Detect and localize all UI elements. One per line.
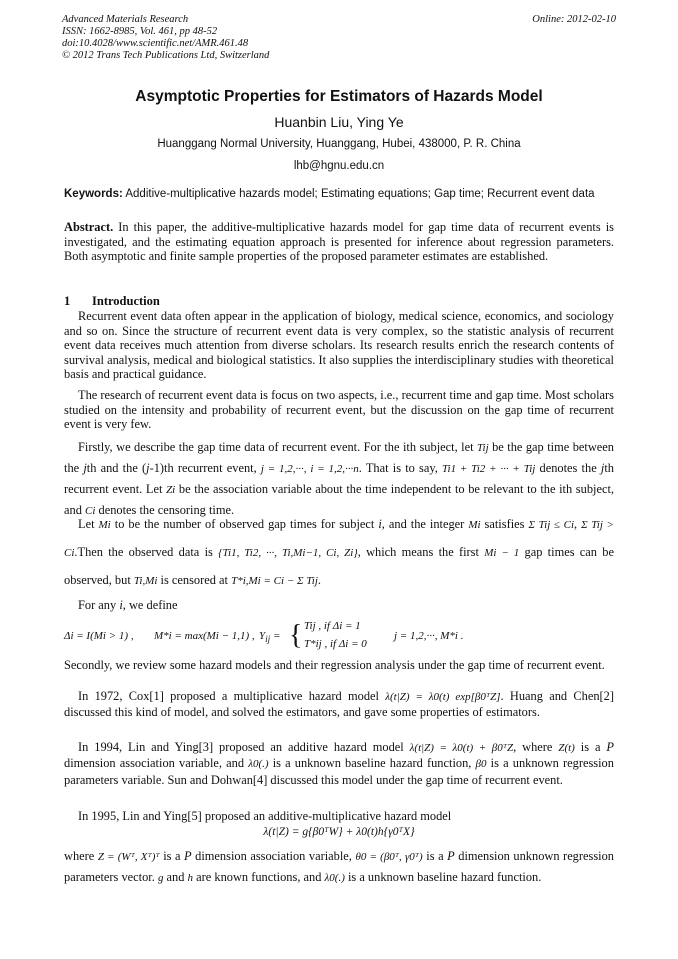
math-observed: {Ti1, Ti2, ···, Ti,Mi−1, Ci, Zi} [218, 547, 358, 559]
p3-text-d: -1)th recurrent event, [149, 461, 257, 475]
paragraph-4: Let Mi to be the number of observed gap times for subject i, and the integer Mi satisfies Σ Tij ≤ Ci, Σ Tij > Ci.Then the observed data is {Ti1, Ti2, ···, Ti,Mi−1, Ci, Zi}, which means the first Mi − 1 gap times can be observed, but Ti,Mi is censored at T*i,Mi = Ci − Σ Tij. [64, 517, 614, 587]
math-h: h [187, 872, 194, 884]
section-title: Introduction [92, 294, 160, 308]
author-email: lhb@hgnu.edu.cn [293, 160, 385, 172]
doi-line: doi:10.4028/www.scientific.net/AMR.461.48 [62, 38, 249, 49]
paragraph-1: Recurrent event data often appear in the application of biology, medical science, economics, and sociology and so on. Since the structure of recurrent event data is very complex, so the statistic analysis of recurrent event data receives much attention from diverse scholars. Its research results enrich the research contents of survival analysis, medical and biological statistics. It also supplies the interdisciplinary studies with theoretical basis and practical guidance. [64, 309, 614, 382]
p4-text-f: , which means the first [357, 545, 479, 559]
section-heading [64, 294, 160, 309]
p8-text-d: dimension association variable, and [64, 756, 245, 771]
math-m-minus: Mi − 1 [484, 547, 520, 559]
p3-text-f: denotes the [539, 461, 597, 475]
math-lambda0: λ0(.) [248, 758, 269, 771]
paragraph-3 [64, 437, 614, 521]
italic-j-3: j [600, 461, 605, 475]
p10-text-f: and [166, 870, 185, 884]
p8-text-a: In 1994, Lin and Ying[3] proposed an additive hazard model [78, 740, 404, 754]
p10-text-h: is a unknown baseline hazard function. [347, 870, 542, 884]
p8-text-f: is a unknown regression parameters variable. Sun and Dohwan[4] discussed this model under the gap time of recurrent event. [64, 756, 614, 787]
math-theta: θ0 = (β0ᵀ, γ0ᵀ) [355, 851, 423, 863]
p5-text: For any [78, 598, 117, 612]
math-zi: Zi [166, 484, 176, 496]
math-lambda0-2: λ0(.) [324, 872, 345, 884]
p10-text-d: is a [426, 849, 444, 863]
italic-p-2: P [184, 849, 192, 863]
eq-delta: Δi = I(Mi > 1) , [64, 630, 134, 642]
math-ci: Ci [85, 505, 96, 517]
paragraph-6: Secondly, we review some hazard models and their regression analysis under the gap time of recurrent event. [64, 658, 605, 672]
online-date: Online: 2012-02-10 [532, 14, 616, 25]
italic-i-2: i [119, 598, 123, 612]
p3-text-c: th and the ( [86, 461, 147, 475]
p3-text-e: . That is to say, [358, 461, 438, 475]
italic-j-2: j [146, 461, 150, 475]
p4-text-b: to be the number of observed gap times for subject [114, 517, 375, 531]
eq-yij-case2: T*ij , if Δi = 0 [304, 638, 367, 650]
p4-text-g: gap times can be observed, but [64, 545, 614, 587]
p3-text-g: th recurrent event. Let [64, 461, 614, 496]
eq-jrange2: j = 1,2,···, M*i . [394, 630, 464, 642]
math-sum-2: Σ Tij > Ci [64, 519, 614, 559]
math-additive: λ(t|Z) = λ0(t) + β0ᵀZ [409, 742, 514, 754]
p10-text-e: dimension unknown regression parameters vector. [64, 849, 614, 884]
paragraph-10 [64, 846, 614, 888]
p3-text-b: be the gap time between the [64, 440, 614, 475]
paragraph-2: The research of recurrent event data is focus on two aspects, i.e., recurrent time and gap time. Most scholars studied on the intensity and probability of recurrent event, but the discussion on the gap time of recurrent event is very few. [64, 388, 614, 432]
italic-j: j [83, 461, 87, 475]
eq-mstar: M*i = max(Mi − 1,1) , [154, 630, 255, 642]
paper-title: Asymptotic Properties for Estimators of Hazards Model [135, 88, 543, 105]
p8-text-e: is a unknown baseline hazard function, [272, 756, 472, 771]
copyright-line: © 2012 Trans Tech Publications Ltd, Switzerland [62, 50, 270, 61]
p3-text-i: denotes the censoring time. [98, 503, 235, 517]
p3-text-h: be the association variable about the time independent to be relevant to the ith subject, and [64, 482, 614, 517]
eq-yij-case1: Tij , if Δi = 1 [304, 620, 361, 632]
p4-text-c: , and the integer [381, 517, 465, 531]
paragraph-5 [64, 598, 614, 613]
issn-line: ISSN: 1662-8985, Vol. 461, pp 48-52 [62, 26, 218, 37]
math-zt: Z(t) [558, 742, 575, 754]
definition-equations [64, 618, 614, 658]
p5-text-b: , we define [122, 598, 178, 612]
keywords-text: Additive-multiplicative hazards model; Estimating equations; Gap time; Recurrent event data [125, 188, 595, 200]
italic-p: P [606, 740, 614, 754]
am-model-equation: λ(t|Z) = g{β0ᵀW} + λ0(t)h{γ0ᵀX} [263, 826, 415, 838]
p4-text-d: satisfies [484, 517, 525, 531]
section-number: 1 [64, 294, 71, 308]
journal-name: Advanced Materials Research [62, 14, 189, 25]
math-tstar: T*i,Mi = Ci − Σ Tij [231, 575, 318, 587]
p10-text-b: is a [163, 849, 181, 863]
p4-text-a: Let [78, 517, 95, 531]
math-mi-2: Mi [468, 519, 481, 531]
math-sum-1: Σ Tij ≤ Ci [528, 519, 574, 531]
math-sum-t: Ti1 + Ti2 + ··· + Tij [442, 463, 536, 475]
paragraph-8 [64, 740, 614, 788]
p7-text-b: . Huang and Chen[2] discussed this kind of model, and solved the estimators, and gave some properties of estimators. [64, 689, 614, 719]
abstract [64, 220, 614, 264]
p10-text-g: are known functions, and [196, 870, 322, 884]
p10-text-c: dimension association variable, [195, 849, 352, 863]
math-timi: Ti,Mi [133, 575, 158, 587]
paper-authors: Huanbin Liu, Ying Ye [274, 114, 404, 130]
p4-text-h: is censored at [160, 573, 228, 587]
paper-affiliation: Huanggang Normal University, Huanggang, Hubei, 438000, P. R. China [157, 138, 521, 150]
abstract-text: In this paper, the additive-multiplicative hazards model for gap time data of recurrent events is investigated, and the estimating equation approach is presented for inference about regression parameters. Both asymptotic and finite sample properties of the proposed parameter estimates are established. [64, 220, 614, 264]
italic-i: i [378, 517, 382, 531]
p3-text-a: Firstly, we describe the gap time data of recurrent event. For the ith subject, let [78, 440, 474, 454]
paragraph-7 [64, 689, 614, 719]
math-g: g [157, 872, 164, 884]
p4-text-e: .Then the observed data is [74, 545, 213, 559]
math-tij: Tij [477, 442, 489, 454]
abstract-label: Abstract. [64, 220, 114, 234]
p8-text-c: is a [580, 740, 601, 754]
eq-brace: { [289, 620, 303, 651]
p8-text-b: , where [513, 740, 553, 754]
p10-text-a: where [64, 849, 95, 863]
math-cox: λ(t|Z) = λ0(t) exp[β0ᵀZ] [385, 691, 501, 703]
math-zdef: Z = (Wᵀ, Xᵀ)ᵀ [97, 851, 160, 863]
p7-text-a: In 1972, Cox[1] proposed a multiplicative hazard model [78, 689, 379, 703]
journal-metadata [62, 14, 269, 62]
paragraph-9: In 1995, Lin and Ying[5] proposed an additive-multiplicative hazard model [78, 809, 452, 823]
eq-yij-label: $Y_{ij}$ = [259, 630, 281, 645]
keywords [64, 187, 614, 201]
italic-p-3: P [447, 849, 455, 863]
keywords-label: Keywords: [64, 188, 123, 200]
math-mi: Mi [98, 519, 111, 531]
math-jrange: j = 1,2,···, i = 1,2,···n [260, 463, 359, 475]
math-beta0: β0 [475, 758, 487, 771]
